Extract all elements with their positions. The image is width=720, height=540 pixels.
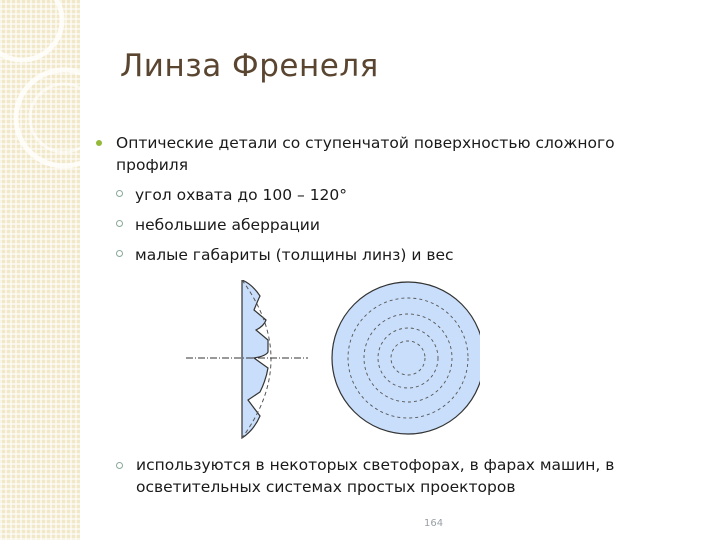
ring-bullet-icon xyxy=(116,250,123,257)
lens-profile xyxy=(186,280,308,438)
sub-bullet xyxy=(116,214,320,236)
sub-bullet-usage xyxy=(116,454,636,498)
ring-bullet-icon xyxy=(116,220,123,227)
sub-bullet-text: малые габариты (толщины линз) и вес xyxy=(135,246,454,264)
sub-bullet xyxy=(116,244,454,266)
sub-bullet-text: угол охвата до 100 – 120° xyxy=(135,186,348,204)
main-bullet xyxy=(96,132,656,176)
sub-bullet xyxy=(116,184,347,206)
sub-bullet-text: небольшие аберрации xyxy=(135,216,320,234)
lens-front-view xyxy=(332,282,480,434)
decorative-circles xyxy=(0,0,80,540)
ring-bullet-icon xyxy=(116,462,123,469)
fresnel-lens-diagram xyxy=(180,280,480,440)
decorative-side-strip xyxy=(0,0,80,540)
main-bullet-text: Оптические детали со ступенчатой поверхностью сложного профиля xyxy=(116,134,615,174)
slide-title: Линза Френеля xyxy=(120,48,379,84)
bullet-dot-icon xyxy=(96,140,102,146)
ring-bullet-icon xyxy=(116,190,123,197)
sub-bullet-text: используются в некоторых светофорах, в фарах машин, в осветительных системах простых проекторов xyxy=(136,456,615,496)
page-number: 164 xyxy=(424,518,444,529)
